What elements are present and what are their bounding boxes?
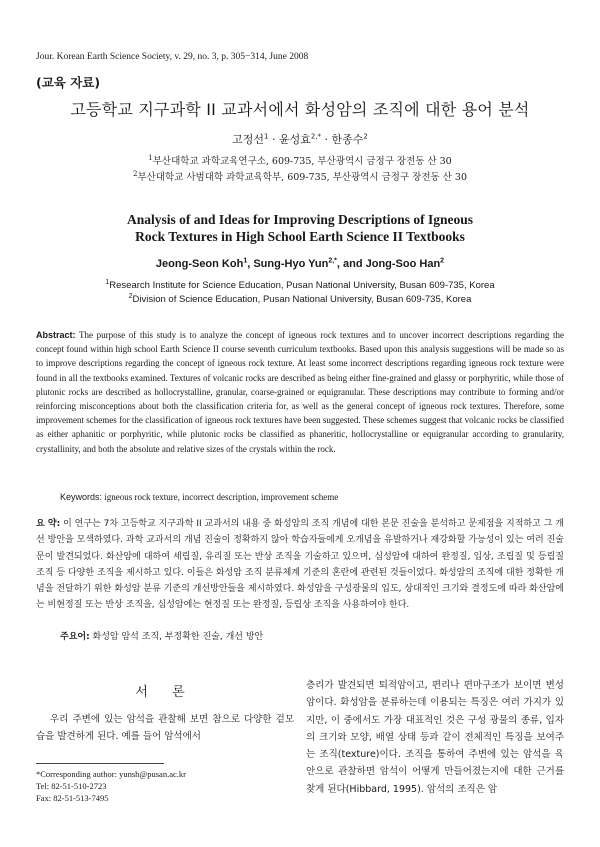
fax: Fax: 82-51-513-7495 <box>36 793 109 803</box>
author-affiliation-mark: 1 <box>263 132 269 141</box>
article-category: (교육 자료) <box>36 75 101 90</box>
english-keywords <box>60 492 338 502</box>
author-name: Jeong-Seon Koh <box>155 258 244 270</box>
korean-affiliation-2 <box>0 169 600 183</box>
english-authors <box>0 258 600 270</box>
affiliation-text: Division of Science Education, Pusan National University, Busan 609-735, Korea <box>132 294 472 305</box>
author-name: 윤성효 <box>278 133 311 146</box>
author-separator: · <box>268 133 279 146</box>
author-affiliation-mark: 2,* <box>310 132 322 141</box>
english-title-line-2: Rock Textures in High School Earth Science II Textbooks <box>135 229 465 244</box>
english-affiliation-1 <box>0 280 600 291</box>
footnote-divider <box>36 763 164 764</box>
author-separator: , and <box>336 258 366 270</box>
english-abstract <box>36 328 564 456</box>
journal-citation: Jour. Korean Earth Science Society, v. 29, no. 3, p. 305−314, June 2008 <box>36 52 309 62</box>
affiliation-mark: 2 <box>128 292 133 300</box>
english-title <box>0 211 600 245</box>
english-affiliation-2 <box>0 294 600 305</box>
author-affiliation-mark: 2,* <box>328 257 337 265</box>
author-affiliation-mark: 2 <box>440 257 445 265</box>
abstract-body: The purpose of this study is to analyze the concept of igneous rock textures and to uncover incorrect descriptions regarding the concept found within high school Earth Science II course seventh curriculum textbooks. Based upon this analysis suggestions will be made so as to improve descriptions regarding the concept of igneous rock texture. At least some incorrect descriptions regarding igneous rock texture were found in all the textbooks examined. Textures of volcanic rocks are described as being either fine-grained and glassy or porphyritic, while those of plutonic rocks are described as hollocrystalline, granular, coarse-grained or equigranular. These descriptions may contribute to forming and/or reinforcing misconceptions about both the classification criteria for, as well as the general concept of igneous rock textures. Therefore, some improvement schemes for the classification of igneous rock textures have been suggested. These schemes suggest that volcanic rocks be classified as either aphanitic or porphyritic, while plutonic rocks be classified as phaneritic, hollocrystalline or equigranular according to granularity, crystallinity, and both the absolute and relative sizes of the crystals within the rock. <box>36 330 564 454</box>
korean-abstract <box>36 516 564 614</box>
korean-affiliation-1 <box>0 153 600 167</box>
body-right-column: 층리가 발견되면 퇴적암이고, 편리나 편마구조가 보이면 변성암이다. 화성암을 분류하는데 이용되는 특징은 여러 가지가 있지만, 이 중에서도 가장 대표적인 것은 구성 광물의 종류, 입자의 크기와 모양, 배열 상태 등과 같이 전체적인 특징을 보여주는 조직(texture)이다. 조직을 통하여 주변에 있는 암석을 육안으로 관찰하면 암석이 어떻게 만들어졌는지에 대한 근거를 찾게 된다(Hibbard, 1995). 암석의 조직은 암 <box>306 680 564 795</box>
author-name: 고정선 <box>232 133 264 146</box>
telephone: Tel: 82-51-510-2723 <box>36 781 107 791</box>
body-left-column: 우리 주변에 있는 암석을 관찰해 보면 참으로 다양한 겉모습을 발견하게 된다. 예를 들어 암석에서 <box>36 714 294 742</box>
affiliation-text: 부산대학교 과학교육연구소, 609-735, 부산광역시 금정구 장전동 산 30 <box>152 156 452 167</box>
affiliation-mark: 1 <box>148 153 153 162</box>
korean-title: 고등학교 지구과학 II 교과서에서 화성암의 조직에 대한 용어 분석 <box>70 100 530 119</box>
author-separator: · <box>321 133 332 146</box>
footnotes <box>36 768 186 804</box>
korean-authors <box>0 131 600 147</box>
author-affiliation-mark: 2 <box>363 132 368 141</box>
author-name: Sung-Hyo Yun <box>253 258 329 270</box>
abstract-label: Abstract: <box>36 330 76 340</box>
affiliation-text: 부산대학교 사범대학 과학교육학부, 609-735, 부산광역시 금정구 장전동 산 30 <box>137 172 467 183</box>
affiliation-mark: 2 <box>132 169 138 178</box>
korean-keywords <box>60 629 263 642</box>
keywords-list: igneous rock texture, incorrect description, improvement scheme <box>102 492 339 502</box>
author-name: Jong-Soo Han <box>365 258 441 270</box>
korean-abstract-body: 이 연구는 7차 고등학교 지구과학 II 교과서의 내용 중 화성암의 조직 개념에 대한 본문 진술을 분석하고 문제점을 지적하고 그 개선 방안을 모색하였다. 과학 교과서의 개념 진술이 정확하지 않아 학습자들에게 오개념을 유발하거나 재강화할 가능성이 있는 여러 진술문이 발견되었다. 화산암에 대하여 세립질, 유리질 또는 반상 조직을 기술하고 있으며, 심성암에 대하여 완정질, 입상, 조립질 및 등립질 조직 등 다양한 조직을 제시하고 있다. 이들은 화성암 조직 분류체계 기준의 혼란에 관련된 것들이었다. 화성암의 조직에 대한 정확한 개념을 전달하기 위한 화성암 분류 기준의 개선방안들을 제시하였다. 화성암을 구성광물의 입도, 상대적인 크기와 결정도에 따라 화산암에는 비현정질 또는 반상 조직을, 심성암에는 현정질 또는 완정질, 등립상 조직을 사용하여야 한다. <box>36 519 564 611</box>
english-title-line-1: Analysis of and Ideas for Improving Descriptions of Igneous <box>126 212 474 227</box>
korean-keywords-label: 주요어: <box>60 632 90 642</box>
korean-abstract-label: 요 약: <box>36 519 61 529</box>
korean-keywords-list: 화성암 암석 조직, 부정확한 진술, 개선 방안 <box>89 632 264 642</box>
author-affiliation-mark: 1 <box>243 257 248 265</box>
author-name: 한종수 <box>331 133 364 146</box>
section-heading-introduction: 서 론 <box>135 685 195 700</box>
corresponding-author: *Corresponding author: yunsh@pusan.ac.kr <box>36 769 186 779</box>
affiliation-mark: 1 <box>105 278 110 286</box>
author-separator: , <box>247 258 254 270</box>
affiliation-text: Research Institute for Science Education, Pusan National University, Busan 609-735, Korea <box>109 280 495 291</box>
keywords-label: Keywords: <box>60 492 103 502</box>
